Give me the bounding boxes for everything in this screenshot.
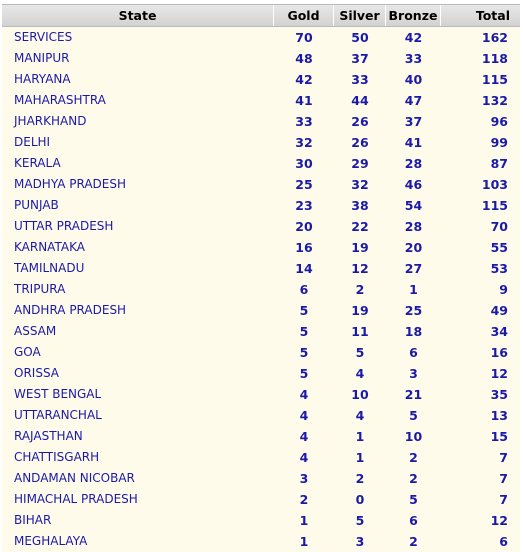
silver-cell: 4 bbox=[355, 408, 365, 423]
state-cell: RAJASTHAN bbox=[14, 429, 83, 443]
total-cell: 115 bbox=[481, 72, 508, 87]
gold-cell: 33 bbox=[295, 114, 313, 129]
gold-cell: 70 bbox=[295, 30, 313, 45]
table-row bbox=[2, 48, 520, 69]
table-row bbox=[2, 447, 520, 468]
state-cell: ORISSA bbox=[14, 366, 59, 380]
state-cell: ANDAMAN NICOBAR bbox=[14, 471, 135, 485]
bronze-cell: 20 bbox=[404, 240, 423, 255]
table-row bbox=[2, 468, 520, 489]
table-row bbox=[2, 321, 520, 342]
state-cell: ASSAM bbox=[14, 324, 57, 338]
table-row bbox=[2, 69, 520, 90]
silver-cell: 19 bbox=[351, 303, 369, 318]
silver-cell: 26 bbox=[351, 135, 369, 150]
total-cell: 7 bbox=[499, 492, 508, 507]
silver-cell: 19 bbox=[351, 240, 369, 255]
state-cell: HARYANA bbox=[14, 72, 71, 86]
total-cell: 99 bbox=[490, 135, 508, 150]
bronze-cell: 27 bbox=[404, 261, 423, 276]
silver-cell: 10 bbox=[351, 387, 369, 402]
column-header-total[interactable]: Total bbox=[475, 8, 510, 23]
state-cell: WEST BENGAL bbox=[14, 387, 102, 401]
total-cell: 7 bbox=[499, 450, 508, 465]
table-row bbox=[2, 342, 520, 363]
bronze-cell: 6 bbox=[409, 513, 418, 528]
state-cell: MANIPUR bbox=[14, 51, 70, 65]
gold-cell: 4 bbox=[299, 450, 309, 465]
gold-cell: 23 bbox=[295, 198, 313, 213]
table-row bbox=[2, 300, 520, 321]
silver-cell: 11 bbox=[351, 324, 369, 339]
gold-cell: 2 bbox=[299, 492, 309, 507]
table-row bbox=[2, 258, 520, 279]
silver-cell: 33 bbox=[351, 72, 369, 87]
gold-cell: 3 bbox=[299, 471, 309, 486]
bronze-cell: 18 bbox=[404, 324, 423, 339]
column-header-state[interactable]: State bbox=[2, 5, 274, 26]
total-cell: 70 bbox=[490, 219, 508, 234]
table-row bbox=[2, 132, 520, 153]
silver-cell: 22 bbox=[351, 219, 369, 234]
silver-cell: 50 bbox=[351, 30, 369, 45]
state-cell: MAHARASHTRA bbox=[14, 93, 106, 107]
total-cell: 12 bbox=[490, 513, 508, 528]
gold-cell: 5 bbox=[299, 324, 309, 339]
bronze-cell: 21 bbox=[404, 387, 423, 402]
total-cell: 118 bbox=[481, 51, 508, 66]
silver-cell: 0 bbox=[355, 492, 365, 507]
silver-cell: 26 bbox=[351, 114, 369, 129]
silver-cell: 2 bbox=[355, 471, 365, 486]
state-cell: UTTARANCHAL bbox=[14, 408, 102, 422]
table-row bbox=[2, 426, 520, 447]
gold-cell: 4 bbox=[299, 408, 309, 423]
column-header-bronze[interactable]: Bronze bbox=[386, 5, 441, 26]
silver-cell: 44 bbox=[351, 93, 369, 108]
gold-cell: 25 bbox=[295, 177, 313, 192]
bronze-cell: 37 bbox=[404, 114, 423, 129]
column-header-gold[interactable]: Gold bbox=[274, 5, 334, 26]
state-cell: UTTAR PRADESH bbox=[14, 219, 114, 233]
gold-cell: 20 bbox=[295, 219, 313, 234]
total-cell: 115 bbox=[481, 198, 508, 213]
gold-cell: 1 bbox=[299, 513, 309, 528]
total-cell: 87 bbox=[490, 156, 508, 171]
state-cell: DELHI bbox=[14, 135, 51, 149]
silver-cell: 5 bbox=[355, 513, 365, 528]
bronze-cell: 54 bbox=[404, 198, 423, 213]
total-cell: 16 bbox=[490, 345, 508, 360]
medal-table bbox=[2, 4, 520, 552]
total-cell: 35 bbox=[490, 387, 508, 402]
bronze-cell: 25 bbox=[404, 303, 423, 318]
gold-cell: 41 bbox=[295, 93, 313, 108]
bronze-cell: 2 bbox=[409, 534, 418, 549]
table-row bbox=[2, 195, 520, 216]
gold-cell: 14 bbox=[295, 261, 313, 276]
gold-cell: 5 bbox=[299, 345, 309, 360]
silver-cell: 5 bbox=[355, 345, 365, 360]
silver-cell: 32 bbox=[351, 177, 369, 192]
total-cell: 9 bbox=[499, 282, 508, 297]
table-row bbox=[2, 90, 520, 111]
state-cell: KARNATAKA bbox=[14, 240, 85, 254]
total-cell: 34 bbox=[490, 324, 508, 339]
state-cell: MADHYA PRADESH bbox=[14, 177, 127, 191]
table-row bbox=[2, 279, 520, 300]
table-row bbox=[2, 489, 520, 510]
bronze-cell: 42 bbox=[404, 30, 423, 45]
table-row bbox=[2, 531, 520, 552]
table-body bbox=[2, 27, 520, 552]
bronze-cell: 40 bbox=[404, 72, 423, 87]
total-cell: 55 bbox=[490, 240, 508, 255]
bronze-cell: 28 bbox=[404, 219, 423, 234]
table-row bbox=[2, 153, 520, 174]
state-cell: TAMILNADU bbox=[14, 261, 85, 275]
bronze-cell: 41 bbox=[404, 135, 423, 150]
state-cell: MEGHALAYA bbox=[14, 534, 88, 548]
gold-cell: 4 bbox=[299, 387, 309, 402]
state-cell: GOA bbox=[14, 345, 41, 359]
silver-cell: 2 bbox=[355, 282, 365, 297]
gold-cell: 48 bbox=[295, 51, 313, 66]
bronze-cell: 3 bbox=[409, 366, 418, 381]
total-cell: 96 bbox=[490, 114, 508, 129]
bronze-cell: 33 bbox=[404, 51, 423, 66]
silver-cell: 12 bbox=[351, 261, 369, 276]
gold-cell: 30 bbox=[295, 156, 313, 171]
total-cell: 53 bbox=[490, 261, 508, 276]
total-cell: 132 bbox=[481, 93, 508, 108]
total-cell: 103 bbox=[481, 177, 508, 192]
state-cell: KERALA bbox=[14, 156, 61, 170]
state-cell: ANDHRA PRADESH bbox=[14, 303, 127, 317]
total-cell: 7 bbox=[499, 471, 508, 486]
bronze-cell: 2 bbox=[409, 450, 418, 465]
silver-cell: 29 bbox=[351, 156, 369, 171]
table-row bbox=[2, 363, 520, 384]
silver-cell: 38 bbox=[351, 198, 369, 213]
silver-cell: 37 bbox=[351, 51, 369, 66]
state-cell: BIHAR bbox=[14, 513, 52, 527]
state-cell: SERVICES bbox=[14, 30, 73, 44]
gold-cell: 5 bbox=[299, 366, 309, 381]
silver-cell: 4 bbox=[355, 366, 365, 381]
bronze-cell: 28 bbox=[404, 156, 423, 171]
table-row bbox=[2, 405, 520, 426]
state-cell: PUNJAB bbox=[14, 198, 59, 212]
gold-cell: 16 bbox=[295, 240, 313, 255]
silver-cell: 1 bbox=[355, 450, 365, 465]
total-cell: 162 bbox=[481, 30, 508, 45]
gold-cell: 42 bbox=[295, 72, 313, 87]
state-cell: JHARKHAND bbox=[14, 114, 87, 128]
bronze-cell: 1 bbox=[409, 282, 418, 297]
silver-cell: 1 bbox=[355, 429, 365, 444]
table-row bbox=[2, 216, 520, 237]
column-header-silver[interactable]: Silver bbox=[334, 5, 386, 26]
table-row bbox=[2, 174, 520, 195]
table-row bbox=[2, 27, 520, 48]
bronze-cell: 46 bbox=[404, 177, 423, 192]
total-cell: 49 bbox=[490, 303, 508, 318]
state-cell: CHATTISGARH bbox=[14, 450, 100, 464]
table-row bbox=[2, 111, 520, 132]
table-header bbox=[2, 4, 520, 27]
table-row bbox=[2, 510, 520, 531]
silver-cell: 3 bbox=[355, 534, 365, 549]
gold-cell: 6 bbox=[299, 282, 309, 297]
gold-cell: 5 bbox=[299, 303, 309, 318]
state-cell: TRIPURA bbox=[14, 282, 66, 296]
total-cell: 6 bbox=[499, 534, 508, 549]
table-row bbox=[2, 384, 520, 405]
bronze-cell: 47 bbox=[404, 93, 423, 108]
state-cell: HIMACHAL PRADESH bbox=[14, 492, 138, 506]
bronze-cell: 6 bbox=[409, 345, 418, 360]
bronze-cell: 5 bbox=[409, 492, 418, 507]
total-cell: 12 bbox=[490, 366, 508, 381]
gold-cell: 4 bbox=[299, 429, 309, 444]
total-cell: 13 bbox=[490, 408, 508, 423]
gold-cell: 32 bbox=[295, 135, 313, 150]
bronze-cell: 5 bbox=[409, 408, 418, 423]
total-cell: 15 bbox=[490, 429, 508, 444]
bronze-cell: 2 bbox=[409, 471, 418, 486]
table-row bbox=[2, 237, 520, 258]
bronze-cell: 10 bbox=[404, 429, 423, 444]
gold-cell: 1 bbox=[299, 534, 309, 549]
